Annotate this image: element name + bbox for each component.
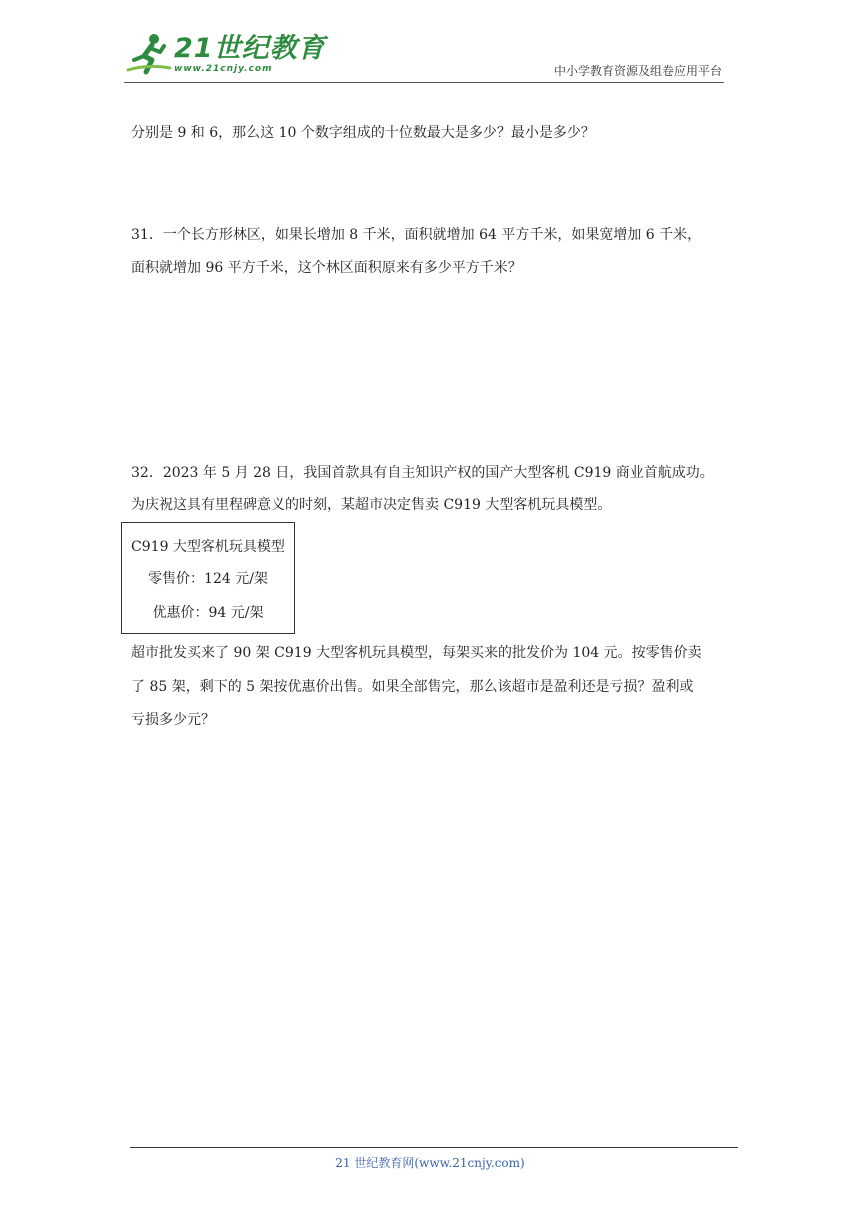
q31-line-1: 31．一个长方形林区，如果长增加 8 千米，面积就增加 64 平方千米，如果宽增加 6 千米， [131, 227, 702, 243]
price-box-title: C919 大型客机玩具模型 [131, 539, 285, 555]
runner-icon [124, 30, 172, 78]
footer-divider [130, 1147, 738, 1148]
q32-line-2: 为庆祝这具有里程碑意义的时刻，某超市决定售卖 C919 大型客机玩具模型。 [131, 497, 612, 513]
q31-line-2: 面积就增加 96 平方千米，这个林区面积原来有多少平方千米？ [131, 260, 522, 276]
q30-continuation: 分别是 9 和 6，那么这 10 个数字组成的十位数最大是多少？最小是多少？ [131, 125, 595, 141]
price-box [121, 522, 295, 634]
discount-price: 优惠价：94 元/架 [152, 605, 264, 621]
footer-link[interactable]: 21 世纪教育网(www.21cnjy.com) [335, 1156, 525, 1170]
logo-url-text: www.21cnjy.com [174, 64, 273, 74]
q32-line-1: 32．2023 年 5 月 28 日，我国首款具有自主知识产权的国产大型客机 C919 商业首航成功。 [131, 465, 714, 481]
q32-line-3: 超市批发买来了 90 架 C919 大型客机玩具模型，每架买来的批发价为 104 元。按零售价卖 [131, 645, 702, 661]
q32-line-5: 亏损多少元？ [131, 712, 215, 728]
retail-price: 零售价：124 元/架 [148, 571, 268, 587]
header-divider [124, 82, 724, 83]
site-logo [124, 30, 326, 78]
site-tagline: 中小学教育资源及组卷应用平台 [553, 64, 722, 78]
q32-line-4: 了 85 架，剩下的 5 架按优惠价出售。如果全部售完，那么该超市是盈利还是亏损？盈利或 [131, 679, 694, 695]
logo-text: 21世纪教育 [174, 33, 326, 64]
